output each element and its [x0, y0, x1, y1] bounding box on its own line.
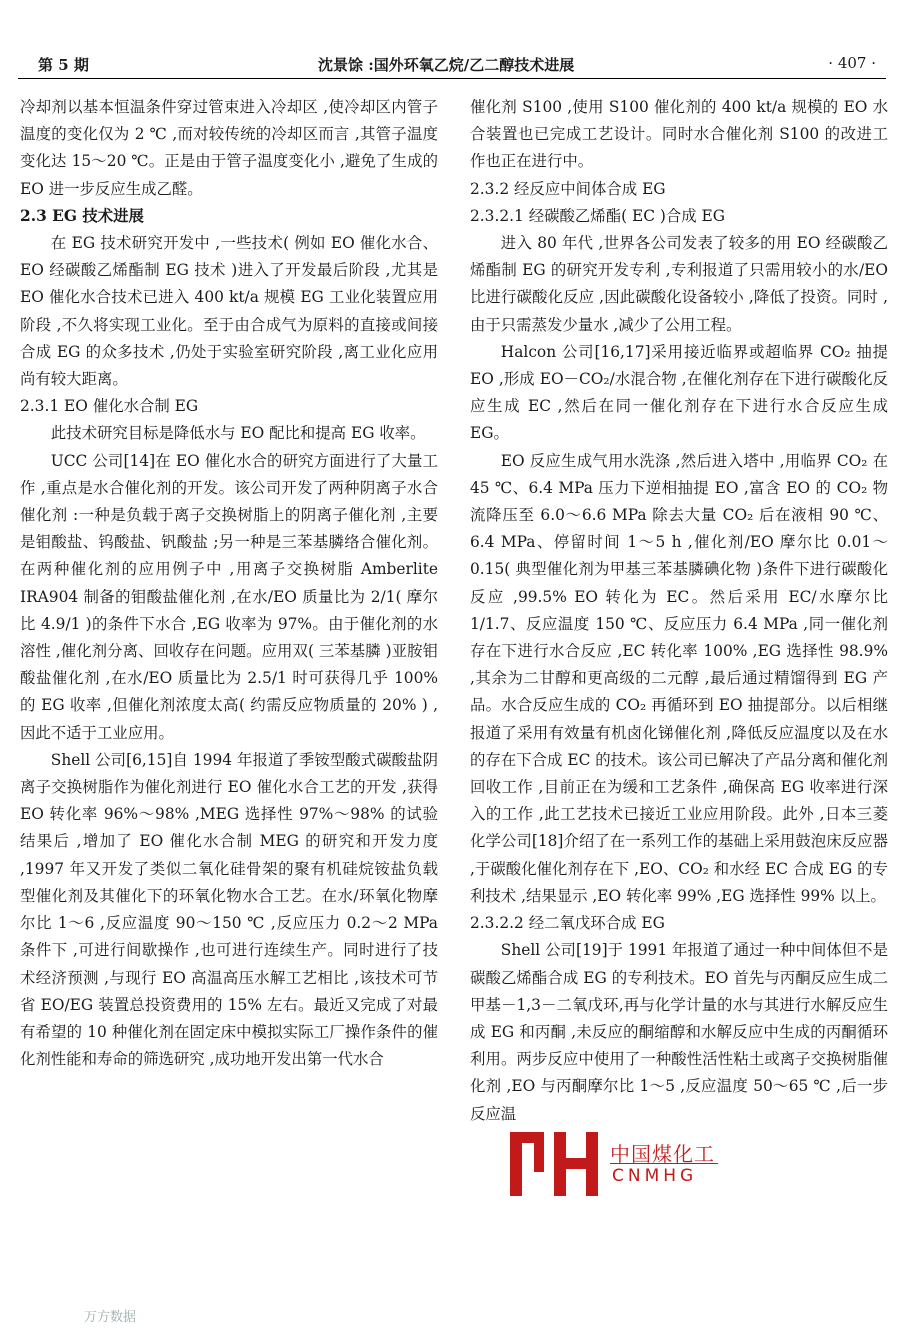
paragraph: Halcon 公司[16,17]采用接近临界或超临界 CO₂ 抽提 EO ,形成 EO－CO₂/水混合物 ,在催化剂存在下进行碳酸化反应生成 EC ,然后在同一催化剂存在下进行水合反应生成 EG。: [470, 342, 888, 443]
subsection-heading: 2.3.2 经反应中间体合成 EG: [470, 179, 666, 198]
subsection-heading: 2.3.2.2 经二氧戊环合成 EG: [470, 914, 665, 933]
paragraph: UCC 公司[14]在 EO 催化水合的研究方面进行了大量工作 ,重点是水合催化剂的开发。该公司开发了两种阴离子水合催化剂 :一种是负载于离子交换树脂上的阴离子催化剂 ,主要是钼酸盐、钨酸盐、钒酸盐 ;另一种是三苯基膦络合催化剂。在两种催化剂的应用例子中 ,用离子交换树脂 Amberlite IRA904 制备的钼酸盐催化剂 ,在水/EO 质量比为 2/1( 摩尔比 4.9/1 )的条件下水合 ,EG 收率为 97%。由于催化剂的水溶性 ,催化剂分离、回收存在问题。应用双( 三苯基膦 )亚胺钼酸盐催化剂 ,在水/EO 质量比为 2.5/1 时可获得几乎 100% 的 EG 收率 ,但催化剂浓度太高( 约需反应物质量的 20% ) ,因此不适于工业应用。: [20, 451, 438, 742]
paragraph: 进入 80 年代 ,世界各公司发表了较多的用 EO 经碳酸乙烯酯制 EG 的研究开发专利 ,专利报道了只需用较小的水/EO 比进行碳酸化反应 ,因此碳酸化设备较小 ,降低了投资。同时 ,由于只需蒸发少量水 ,减少了公用工程。: [470, 234, 888, 334]
section-heading: 2.3 EG 技术进展: [20, 206, 144, 225]
watermark-en-text: CNMHG: [612, 1166, 698, 1186]
paragraph: 在 EG 技术研究开发中 ,一些技术( 例如 EO 催化水合、EO 经碳酸乙烯酯制 EG 技术 )进入了开发最后阶段 ,尤其是 EO 催化水合技术已进入 400 kt/a 规模 EG 工业化装置应用阶段 ,不久将实现工业化。至于由合成气为原料的直接或间接合成 EG 的众多技术 ,仍处于实验室研究阶段 ,离工业化应用尚有较大距离。: [20, 234, 438, 389]
running-title: 沈景馀 :国外环氧乙烷/乙二醇技术进展: [318, 56, 575, 74]
page-header: [18, 48, 886, 76]
watermark-cn-text: 中国煤化工: [610, 1142, 715, 1166]
subsection-heading: 2.3.1 EO 催化水合制 EG: [20, 397, 199, 416]
issue-number: 第 5 期: [38, 56, 89, 74]
footer-stamp: 万方数据: [84, 1310, 137, 1325]
cnmhg-logo-icon: [508, 1128, 602, 1200]
left-column: [20, 94, 438, 1073]
paragraph: Shell 公司[19]于 1991 年报道了通过一种中间体但不是碳酸乙烯酯合成 EG 的专利技术。EO 首先与丙酮反应生成二甲基－1,3－二氧戊环,再与化学计量的水与其进行水解反应生成 EG 和丙酮 ,未反应的酮缩醇和水解反应中生成的丙酮循环利用。两步反应中使用了一种酸性活性粘土或离子交换树脂催化剂 ,EO 与丙酮摩尔比 1～5 ,反应温度 50～65 ℃ ,后一步反应温: [470, 941, 888, 1123]
subsection-heading: 2.3.2.1 经碳酸乙烯酯( EC )合成 EG: [470, 206, 726, 225]
header-rule: [18, 78, 886, 79]
page-number: · 407 ·: [828, 54, 876, 72]
watermark-logo: [508, 1128, 723, 1200]
right-column: [470, 94, 888, 1128]
paragraph: 冷却剂以基本恒温条件穿过管束进入冷却区 ,使冷却区内管子温度的变化仅为 2 ℃ ,而对较传统的冷却区而言 ,其管子温度变化达 15～20 ℃。正是由于管子温度变化小 ,避免了生成的 EO 进一步反应生成乙醛。: [20, 98, 438, 198]
paragraph: 催化剂 S100 ,使用 S100 催化剂的 400 kt/a 规模的 EO 水合装置也已完成工艺设计。同时水合催化剂 S100 的改进工作也正在进行中。: [470, 98, 888, 171]
paragraph: EO 反应生成气用水洗涤 ,然后进入塔中 ,用临界 CO₂ 在 45 ℃、6.4 MPa 压力下逆相抽提 EO ,富含 EO 的 CO₂ 物流降压至 6.0～6.6 MPa 除去大量 CO₂ 后在液相 90 ℃、6.4 MPa、停留时间 1～5 h ,催化剂/EO 摩尔比 0.01～0.15( 典型催化剂为甲基三苯基膦碘化物 )条件下进行碳酸化反应 ,99.5% EO 转化为 EC。然后采用 EC/水摩尔比 1/1.7、反应温度 150 ℃、反应压力 6.4 MPa ,同一催化剂存在下进行水合反应 ,EC 转化率 100% ,EG 选择性 98.9% ,其余为二甘醇和更高级的二元醇 ,最后通过精馏得到 EG 产品。水合反应生成的 CO₂ 再循环到 EO 抽提部分。以后相继报道了采用有效量有机卤化锑催化剂 ,降低反应温度以及在水的存在下合成 EC 的技术。该公司已解决了产品分离和催化剂回收工作 ,目前正在为缓和工艺条件 ,确保高 EG 收率进行深入的工作 ,此工艺技术已接近工业应用阶段。此外 ,日本三菱化学公司[18]介绍了在一系列工作的基础上采用鼓泡床反应器 ,于碳酸化催化剂存在下 ,EO、CO₂ 和水经 EC 合成 EG 的专利技术 ,结果显示 ,EO 转化率 99% ,EG 选择性 99% 以上。: [470, 451, 888, 905]
paragraph: Shell 公司[6,15]自 1994 年报道了季铵型酸式碳酸盐阴离子交换树脂作为催化剂进行 EO 催化水合工艺的开发 ,获得 EO 转化率 96%～98% ,MEG 选择性 97%～98% 的试验结果后 ,增加了 EO 催化水合制 MEG 的研究和开发力度 ,1997 年又开发了类似二氧化硅骨架的聚有机硅烷铵盐负载型催化剂及其催化下的环氧化物水合工艺。在水/环氧化物摩尔比 1～6 ,反应温度 90～150 ℃ ,反应压力 0.2～2 MPa 条件下 ,可进行间歇操作 ,也可进行连续生产。同时进行了技术经济预测 ,与现行 EO 高温高压水解工艺相比 ,该技术可节省 EO/EG 装置总投资费用的 15% 左右。最近又完成了对最有希望的 10 种催化剂在固定床中模拟实际工厂操作条件的催化剂性能和寿命的筛选研究 ,成功地开发出第一代水合: [20, 750, 438, 1069]
paragraph: 此技术研究目标是降低水与 EO 配比和提高 EG 收率。: [50, 424, 426, 443]
watermark-divider: [610, 1163, 718, 1164]
